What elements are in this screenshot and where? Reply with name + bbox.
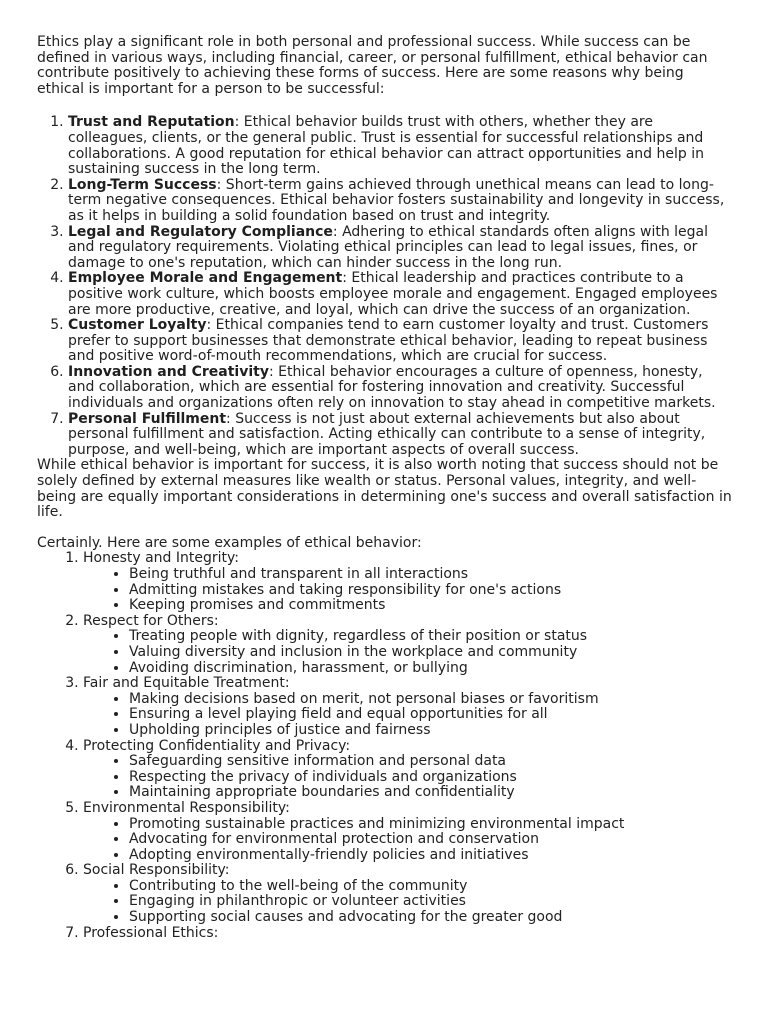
example-bullet: • Being truthful and transparent in all interactions — [129, 567, 732, 583]
reason-text: : Ethical behavior encourages a culture of openness, honesty, and collaboration, which are essential for fostering innovation and creativity. Successful individuals and organizations often rely on innovation to stay ahead in competitive markets. — [68, 363, 716, 412]
example-category — [83, 863, 732, 925]
reason-text: : Success is not just about external achievements but also about personal fulfillment and satisfaction. Acting ethically can contribute to a sense of integrity, purpose, and well-being, which are important aspects of overall success. — [68, 410, 706, 458]
reason-text: : Adhering to ethical standards often aligns with legal and regulatory requirements. Violating ethical principles can lead to legal issues, fines, or damage to one's reputation, which can hinder success in the long run. — [68, 223, 709, 271]
reason-item — [68, 115, 732, 177]
reason-item — [68, 178, 732, 225]
example-bullets — [83, 754, 732, 801]
example-bullet: • Advocating for environmental protection and conservation — [129, 832, 732, 848]
reason-item — [68, 365, 732, 412]
example-heading: Professional Ethics: — [83, 924, 219, 941]
reasons-list — [37, 115, 732, 458]
example-bullet: • Keeping promises and commitments — [129, 598, 732, 614]
example-heading: Fair and Equitable Treatment: — [83, 675, 290, 692]
example-bullets — [83, 692, 732, 739]
example-bullet: • Engaging in philanthropic or volunteer activities — [129, 894, 732, 910]
example-heading: Protecting Confidentiality and Privacy: — [83, 737, 351, 754]
example-bullet: • Contributing to the well-being of the community — [129, 879, 732, 895]
reason-title: Trust and Reputation — [68, 114, 235, 131]
example-bullet: • Admitting mistakes and taking responsibility for one's actions — [129, 583, 732, 599]
reason-item — [68, 412, 732, 459]
reason-text: : Ethical behavior builds trust with others, whether they are colleagues, clients, or the general public. Trust is essential for successful relationships and collaborations. A good reputation for ethical behavior can attract opportunities and help in sustaining success in the long term. — [68, 114, 704, 178]
example-bullets — [83, 817, 732, 864]
example-bullet: • Adopting environmentally-friendly policies and initiatives — [129, 848, 732, 864]
reason-title: Employee Morale and Engagement — [68, 270, 343, 287]
reason-title: Legal and Regulatory Compliance — [68, 223, 333, 240]
example-bullet: • Upholding principles of justice and fairness — [129, 723, 732, 739]
conclusion-paragraph: While ethical behavior is important for success, it is also worth noting that success should not be solely defined by external measures like wealth or status. Personal values, integrity, and well-being are equally important considerations in determining one's success and overall satisfaction in life. — [37, 457, 732, 521]
example-category — [83, 551, 732, 613]
example-bullets — [83, 567, 732, 614]
intro-paragraph: Ethics play a significant role in both personal and professional success. While success can be defined in various ways, including financial, career, or personal fulfillment, ethical behavior can contribute positively to achieving these forms of success. Here are some reasons why being ethical is important for a person to be successful: — [37, 34, 708, 97]
example-bullet: • Respecting the privacy of individuals and organizations — [129, 770, 732, 786]
example-category — [83, 739, 732, 801]
example-bullets — [83, 879, 732, 926]
example-category — [83, 801, 732, 863]
example-category — [83, 676, 732, 738]
reason-text: : Ethical leadership and practices contribute to a positive work culture, which boosts employee morale and engagement. Engaged employees are more productive, creative, and loyal, which can drive the success of an organization. — [68, 270, 718, 318]
example-bullet: • Supporting social causes and advocating for the greater good — [129, 910, 732, 926]
examples-intro: Certainly. Here are some examples of ethical behavior: — [37, 534, 422, 551]
example-bullet: • Maintaining appropriate boundaries and confidentiality — [129, 785, 732, 801]
reason-item — [68, 271, 732, 318]
example-heading: Social Responsibility: — [83, 862, 230, 879]
reason-item — [68, 225, 732, 272]
example-bullet: • Ensuring a level playing field and equal opportunities for all — [129, 707, 732, 723]
reason-title: Innovation and Creativity — [68, 363, 269, 380]
reason-text: : Short-term gains achieved through unethical means can lead to long-term negative consequences. Ethical behavior fosters sustainability and longevity in success, as it helps in building a solid foundation based on trust and integrity. — [68, 176, 725, 224]
example-heading: Environmental Responsibility: — [83, 799, 290, 816]
example-bullet: • Avoiding discrimination, harassment, or bullying — [129, 661, 732, 677]
example-bullet: • Promoting sustainable practices and minimizing environmental impact — [129, 817, 732, 833]
reason-title: Long-Term Success — [68, 176, 217, 193]
example-heading: Honesty and Integrity: — [83, 550, 239, 567]
reason-item — [68, 318, 732, 365]
examples-list — [37, 551, 732, 941]
reason-title: Customer Loyalty — [68, 317, 207, 334]
example-bullets — [83, 629, 732, 676]
example-category — [83, 926, 732, 942]
example-bullet: • Valuing diversity and inclusion in the workplace and community — [129, 645, 732, 661]
example-category — [83, 614, 732, 676]
reason-title: Personal Fulfillment — [68, 410, 227, 427]
reason-text: : Ethical companies tend to earn customer loyalty and trust. Customers prefer to support businesses that demonstrate ethical behavior, leading to repeat business and positive word-of-mouth recommendations, which are crucial for success. — [68, 317, 709, 365]
example-bullet: • Safeguarding sensitive information and personal data — [129, 754, 732, 770]
example-bullet: • Making decisions based on merit, not personal biases or favoritism — [129, 692, 732, 708]
example-heading: Respect for Others: — [83, 612, 219, 629]
example-bullet: • Treating people with dignity, regardless of their position or status — [129, 629, 732, 645]
